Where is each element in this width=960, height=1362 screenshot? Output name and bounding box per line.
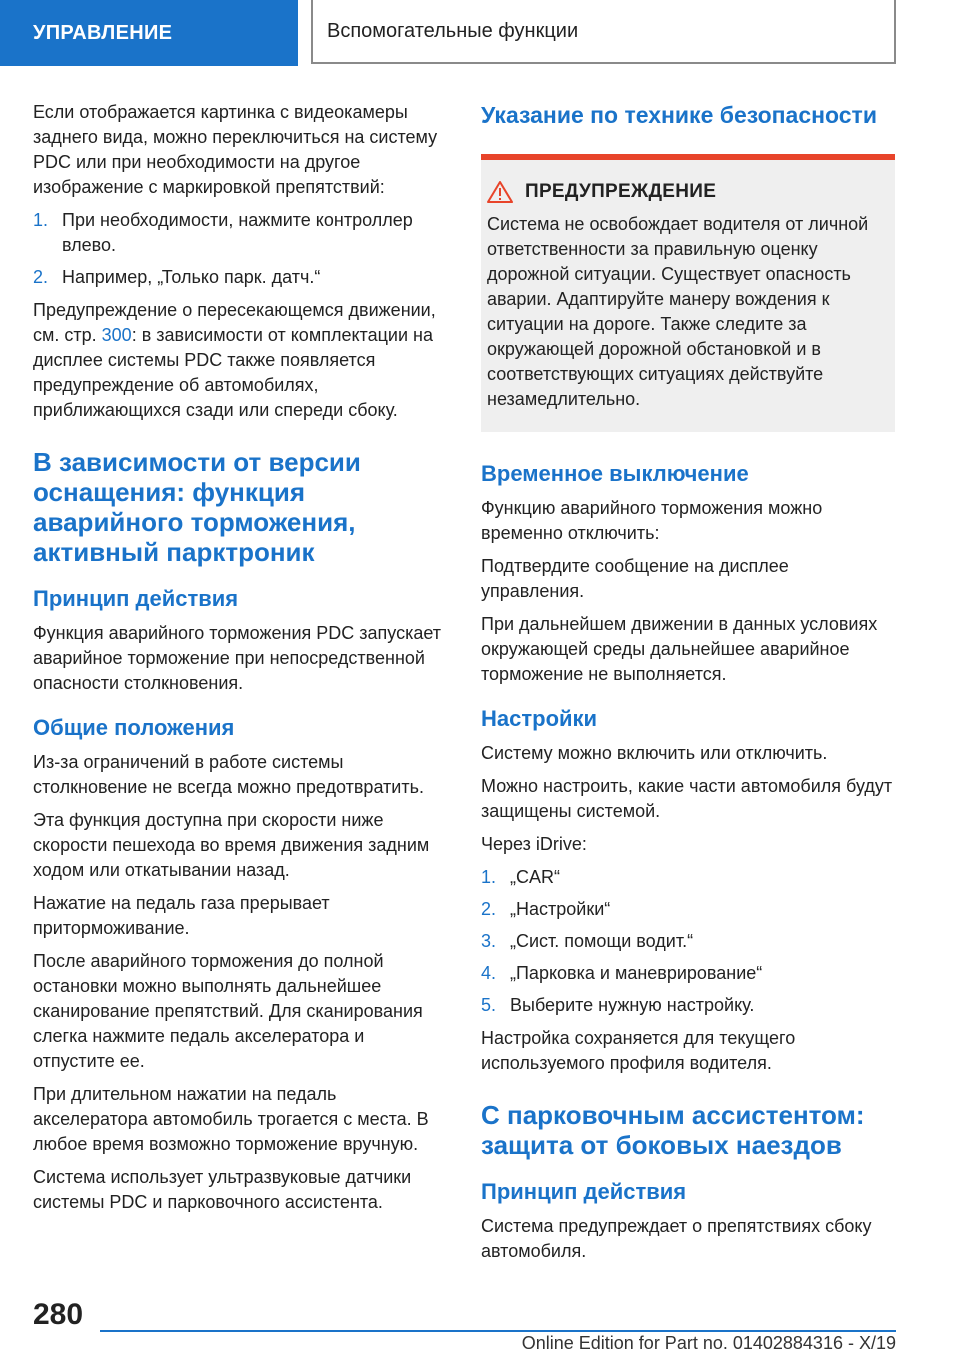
warning-text: Система не освобождает водителя от личной ответственности за правильную оценку дорожной ситуации. Существует опасность аварии. Адаптируйте манеру вождения к ситуации на дороге. Также следите за окружающей дорожной обстановкой и в соответствующих ситуациях действуйте незамедлительно. xyxy=(487,214,869,409)
heading-side-protection: С парковочным ассистентом: защита от боковых наездов xyxy=(481,1100,865,1160)
step-number: 3. xyxy=(481,931,497,951)
step-text: „Парковка и маневрирование“ xyxy=(510,963,763,983)
general-paragraph: Эта функция доступна при скорости ниже скорости пешехода во время движения задним ходом или откатывании назад. xyxy=(33,810,430,880)
edition-text: Online Edition for Part no. 01402884316 - X/19 xyxy=(521,1333,896,1353)
heading-safety: Указание по технике безопасности xyxy=(481,102,877,128)
step-text: „CAR“ xyxy=(510,867,560,887)
section-tab: УПРАВЛЕНИЕ xyxy=(0,0,298,66)
list-item xyxy=(481,961,895,986)
temp-off-paragraph: Подтвердите сообщение на дисплее управления. xyxy=(481,556,789,601)
chapter-title: Вспомогательные функции xyxy=(311,0,896,64)
general-paragraph: Из-за ограничений в работе системы столкновение не всегда можно предотвратить. xyxy=(33,752,424,797)
heading-general: Общие положения xyxy=(33,715,235,740)
camera-steps-list xyxy=(33,208,447,290)
step-text: „Настройки“ xyxy=(510,899,611,919)
step-number: 2. xyxy=(481,899,497,919)
temp-off-paragraph: При дальнейшем движении в данных условиях окружающей среды дальнейшее аварийное торможение не выполняется. xyxy=(481,614,878,684)
step-number: 2. xyxy=(33,267,49,287)
list-item xyxy=(481,865,895,890)
heading-settings: Настройки xyxy=(481,706,598,731)
general-paragraph: Нажатие на педаль газа прерывает приторможивание. xyxy=(33,893,330,938)
page-header xyxy=(0,0,960,66)
intro-paragraph: Если отображается картинка с видеокамеры заднего вида, можно переключиться на систему PDC или при необходимости на другое изображение с маркировкой препятствий: xyxy=(33,102,438,197)
settings-paragraph: Через iDrive: xyxy=(481,834,587,854)
general-paragraph: При длительном нажатии на педаль акселератора автомобиль трогается с места. В любое время возможно торможение вручную. xyxy=(33,1084,429,1154)
footer-divider xyxy=(100,1330,896,1332)
warning-header xyxy=(487,180,881,204)
heading-principle: Принцип действия xyxy=(33,586,239,611)
page-number: 280 xyxy=(33,1298,84,1331)
heading-principle-2: Принцип действия xyxy=(481,1179,687,1204)
warning-triangle-icon xyxy=(487,180,513,204)
step-number: 4. xyxy=(481,963,497,983)
general-paragraph: Система использует ультразвуковые датчики системы PDC и парковочного ассистента. xyxy=(33,1167,412,1212)
step-text: Выберите нужную настройку. xyxy=(510,995,755,1015)
page-link[interactable]: 300 xyxy=(101,325,132,345)
step-text: „Сист. помощи водит.“ xyxy=(510,931,694,951)
settings-paragraph: Можно настроить, какие части автомобиля будут защищены системой. xyxy=(481,776,893,821)
list-item xyxy=(33,265,447,290)
principle-2-paragraph: Система предупреждает о препятствиях сбоку автомобиля. xyxy=(481,1216,872,1261)
heading-emergency-braking: В зависимости от версии оснащения: функция аварийного торможения, активный парктроник xyxy=(33,447,361,567)
right-column xyxy=(481,100,895,1272)
list-item xyxy=(481,993,895,1018)
temp-off-paragraph: Функцию аварийного торможения можно временно отключить: xyxy=(481,498,823,543)
cross-traffic-paragraph: Предупреждение о пересекающемся движении, см. стр. 300: в зависимости от комплектации на дисплее системы PDC также появляется предупреждение об автомобилях, приближающихся сзади или спереди сбоку. xyxy=(33,300,436,420)
settings-note: Настройка сохраняется для текущего используемого профиля водителя. xyxy=(481,1028,796,1073)
step-text: При необходимости, нажмите контроллер влево. xyxy=(62,210,413,255)
heading-temporary-off: Временное выключение xyxy=(481,461,749,486)
step-number: 5. xyxy=(481,995,497,1015)
warning-bar xyxy=(481,154,895,160)
general-paragraph: После аварийного торможения до полной остановки можно выполнять дальнейшее сканирование препятствий. Для сканирования слегка нажмите педаль акселератора и отпустите ее. xyxy=(33,951,423,1071)
step-number: 1. xyxy=(33,210,49,230)
left-column xyxy=(33,100,447,1223)
list-item xyxy=(481,929,895,954)
list-item xyxy=(481,897,895,922)
settings-steps-list xyxy=(481,865,895,1018)
principle-paragraph: Функция аварийного торможения PDC запускает аварийное торможение при непосредственной опасности столкновения. xyxy=(33,623,442,693)
warning-title: ПРЕДУПРЕЖДЕНИЕ xyxy=(525,181,717,202)
settings-paragraph: Систему можно включить или отключить. xyxy=(481,743,828,763)
warning-box xyxy=(481,154,895,432)
list-item xyxy=(33,208,447,258)
step-number: 1. xyxy=(481,867,497,887)
step-text: Например, „Только парк. датч.“ xyxy=(62,267,321,287)
